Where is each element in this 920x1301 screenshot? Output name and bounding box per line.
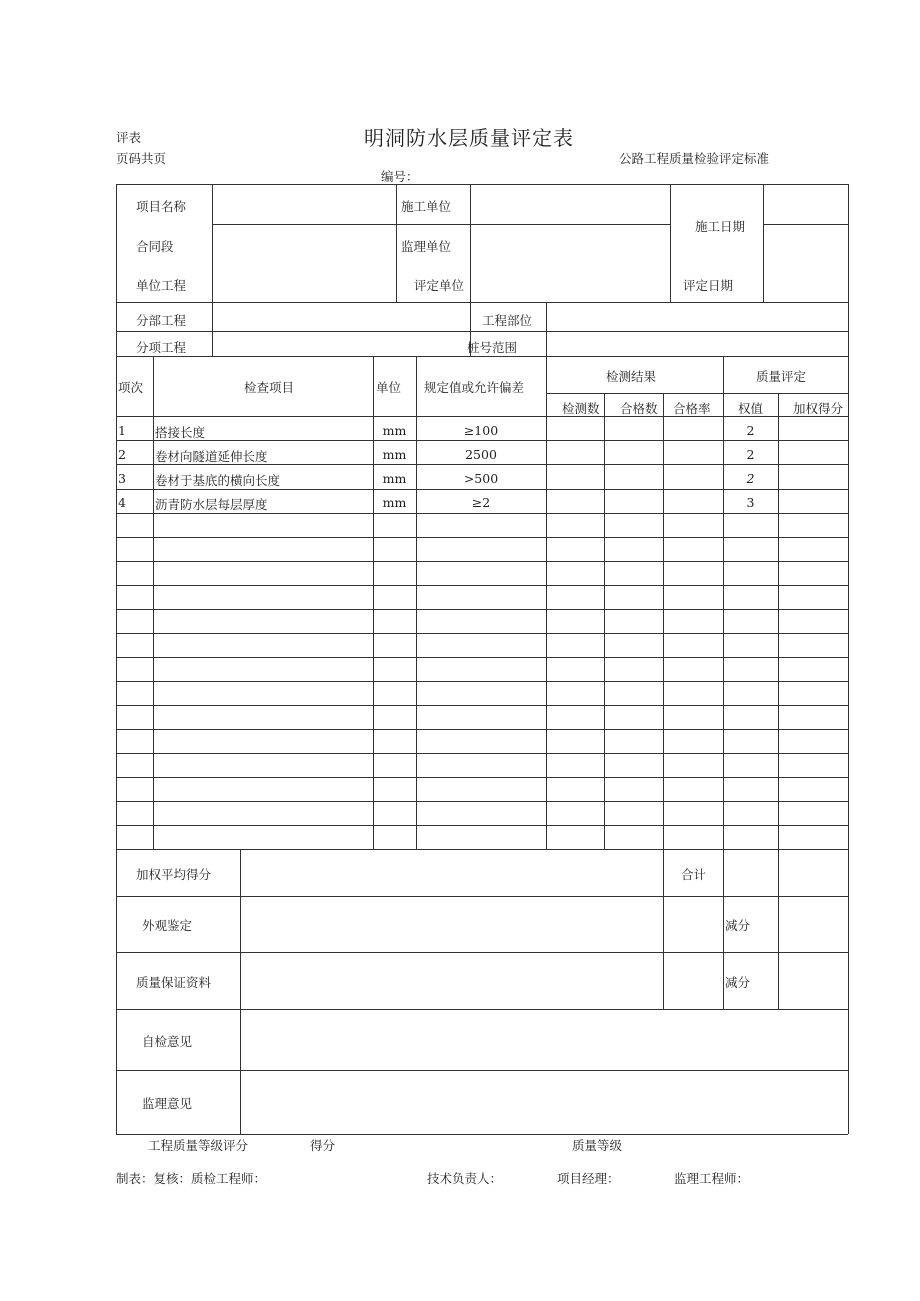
row-4-no: 4 [118,495,126,510]
frame-left [116,184,117,1134]
header-pass: 合格数 [620,401,658,416]
row-2-spec: 2500 [465,447,497,462]
header-spec: 规定值或允许偏差 [424,380,525,395]
supervising-engineer-label: 监理工程师： [674,1171,750,1186]
label-unit-project: 单位工程 [136,278,187,293]
row-1-spec: ≥100 [463,423,499,438]
row-3-no: 3 [118,471,126,486]
label-project-position: 工程部位 [482,313,533,328]
label-evaluator: 评定单位 [414,278,465,293]
frame-right [848,184,849,1134]
label-item-project: 分项工程 [136,340,187,355]
row-1-no: 1 [118,423,126,438]
header-weight: 权值 [738,401,764,416]
label-supervision: 监理意见 [142,1096,193,1111]
row-2-weight: 2 [746,447,755,462]
label-deduct: 减分 [725,918,751,933]
page-title: 明洞防水层质量评定表 [364,126,574,150]
row-3-item: 卷材于基底的横向长度 [155,473,281,488]
header-count: 检测数 [562,401,600,416]
label-station-range: 桩号范围 [467,340,518,355]
label-contract-section: 合同段 [136,239,174,254]
header-rate: 合格率 [673,401,711,416]
label-contractor: 施工单位 [401,199,452,214]
row-1-item: 搭接长度 [155,425,206,440]
label-supervisor: 监理单位 [401,239,452,254]
header-unit: 单位 [376,380,402,395]
row-4-unit: mm [382,495,407,510]
label-sub-project: 分部工程 [136,313,187,328]
row-4-spec: ≥2 [471,495,491,510]
label-quality-docs: 质量保证资料 [136,975,212,990]
row-4-weight: 3 [746,495,755,510]
grade-eval-label: 工程质量等级评分 [148,1138,249,1153]
serial-label: 编号： [381,169,419,184]
label-construction-date: 施工日期 [695,219,746,234]
row-2-unit: mm [382,447,407,462]
header-item: 检查项目 [244,380,295,395]
label-evaluation-date: 评定日期 [683,278,734,293]
evaluation-form [116,184,848,1134]
row-3-weight: 2 [746,471,755,486]
row-1-weight: 2 [746,423,755,438]
row-3-unit: mm [382,471,407,486]
score-label: 得分 [310,1138,336,1153]
page-count: 页码共页 [116,151,167,166]
frame-top [116,184,848,185]
label-appearance: 外观鉴定 [142,918,193,933]
label-self-check: 自检意见 [142,1034,193,1049]
header-quality: 质量评定 [756,369,807,384]
frame-bottom [116,1134,848,1135]
label-total: 合计 [681,867,707,882]
row-2-no: 2 [118,447,126,462]
label-weighted-avg: 加权平均得分 [136,867,212,882]
signatures-label: 制表：复核：质检工程师： [116,1171,267,1186]
label-deduct-2: 减分 [725,975,751,990]
row-2-item: 卷材向隧道延伸长度 [155,449,268,464]
standard-label: 公路工程质量检验评定标准 [619,151,770,166]
header-score: 加权得分 [793,401,844,416]
row-3-spec: >500 [463,471,499,486]
row-4-item: 沥青防水层每层厚度 [155,497,268,512]
quality-grade-label: 质量等级 [572,1138,623,1153]
header-no: 项次 [118,380,144,395]
header-result: 检测结果 [606,369,657,384]
tech-lead-label: 技术负责人： [427,1171,503,1186]
form-label: 评表 [116,130,142,145]
project-manager-label: 项目经理： [557,1171,620,1186]
row-1-unit: mm [382,423,407,438]
label-project-name: 项目名称 [136,199,187,214]
